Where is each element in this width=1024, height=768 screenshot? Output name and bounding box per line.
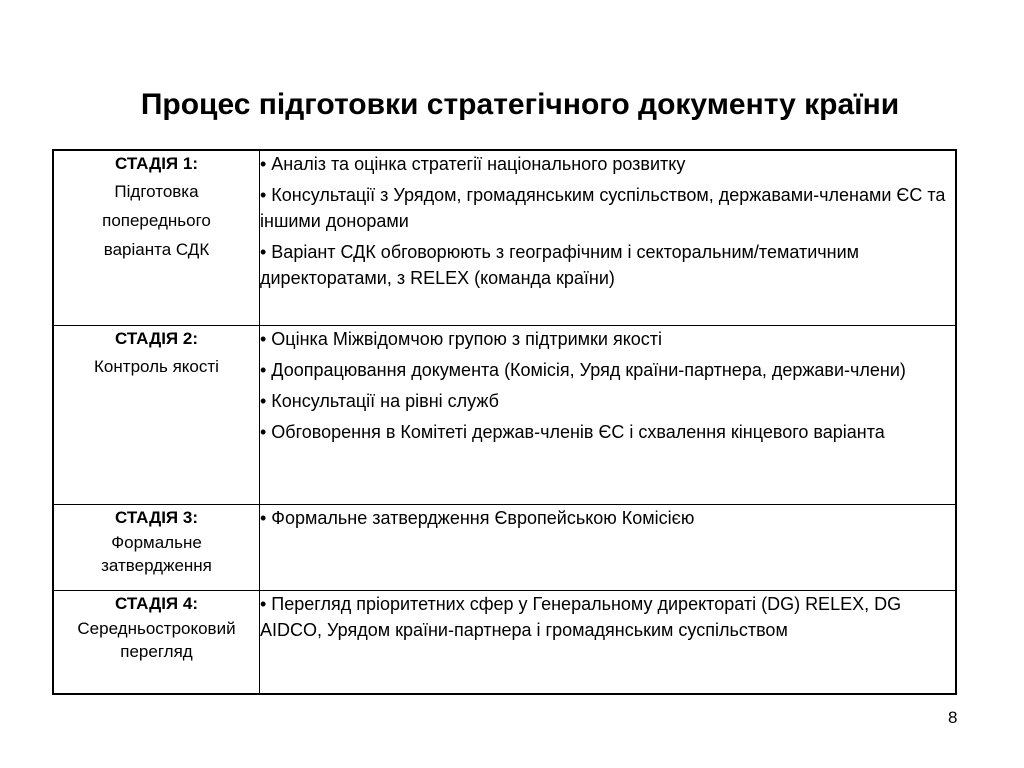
stage-description-line: затвердження <box>101 555 212 575</box>
stage-label: СТАДІЯ 3: <box>115 507 198 527</box>
page-number: 8 <box>948 708 958 727</box>
bullet-item: • Варіант СДК обговорюють з географічним і секторальним/тематичним директоратами, з RELEX (команда країни) <box>260 242 860 288</box>
stage-items-cell <box>260 504 957 590</box>
table-row <box>53 590 956 694</box>
stage-description <box>54 531 259 577</box>
stage-description-line: попереднього <box>102 211 211 230</box>
stage-label: СТАДІЯ 4: <box>115 593 198 613</box>
bullet-item: • Консультації на рівні служб <box>260 390 499 411</box>
bullet-item: • Перегляд пріоритетних сфер у Генеральному директораті (DG) RELEX, DG AIDCO, Урядом країни-партнера і громадянським суспільством <box>260 593 902 640</box>
stage-description-line: варіанта СДК <box>103 240 210 259</box>
bullet-item: • Обговорення в Комітеті держав-членів ЄС і схвалення кінцевого варіанта <box>260 421 885 442</box>
bullet-item: • Оцінка Міжвідомчою групою з підтримки якості <box>260 328 663 349</box>
table-row <box>53 504 956 590</box>
stage-description <box>54 352 259 381</box>
stage-description <box>54 177 259 264</box>
stage-description-line: Контроль якості <box>94 356 219 376</box>
bullet-item: • Доопрацювання документа (Комісія, Уряд країни-партнера, держави-члени) <box>260 359 906 380</box>
bullet-item: • Формальне затвердження Європейською Комісією <box>260 507 695 528</box>
stage-description-line: Середньостроковий <box>77 618 236 638</box>
table-row <box>53 150 956 325</box>
stage-cell <box>53 504 260 590</box>
stage-description-line: Підготовка <box>114 182 199 201</box>
slide-title: Процес підготовки стратегічного документу країни <box>140 88 900 121</box>
stage-label: СТАДІЯ 1: <box>115 154 198 173</box>
stage-cell <box>53 325 260 504</box>
stage-cell <box>53 150 260 325</box>
stage-description-line: Формальне <box>111 532 202 552</box>
stage-label: СТАДІЯ 2: <box>115 328 198 348</box>
stage-items-cell <box>260 590 957 694</box>
bullet-item: • Аналіз та оцінка стратегії національного розвитку <box>260 154 686 174</box>
table-row <box>53 325 956 504</box>
bullet-item: • Консультації з Урядом, громадянським суспільством, державами-членами ЄС та іншими донорами <box>260 185 946 231</box>
stage-items-cell <box>260 325 957 504</box>
stage-description <box>54 617 259 663</box>
stages-table <box>52 149 957 695</box>
stage-cell <box>53 590 260 694</box>
stage-items-cell <box>260 150 957 325</box>
stage-description-line: перегляд <box>120 641 193 661</box>
